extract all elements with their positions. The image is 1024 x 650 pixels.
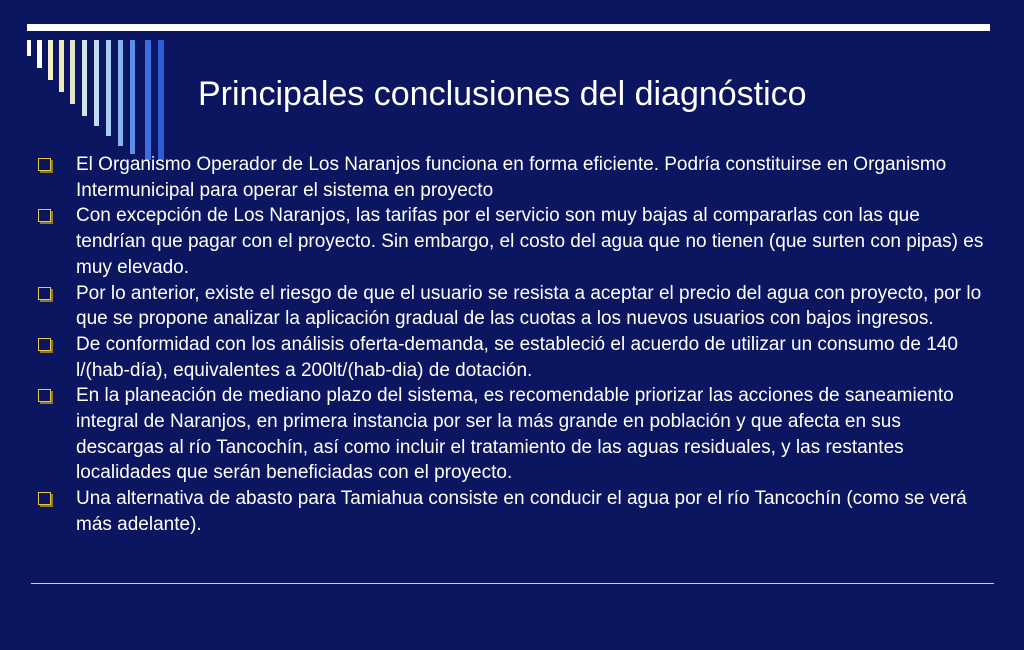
checkbox-bullet-icon [38,338,51,351]
stripe [106,40,111,136]
stripe [130,40,135,154]
stripe [27,40,31,56]
list-item-text: Por lo anterior, existe el riesgo de que el usuario se resista a aceptar el precio del agua con proyecto, por lo que se propone analizar la aplicación gradual de las cuotas a los nuevos usuarios con bajos ingresos. [76,282,982,330]
decorative-stripes [0,0,200,170]
stripe [37,40,42,68]
list-item-text: Con excepción de Los Naranjos, las tarifas por el servicio son muy bajas al compararlas con las que tendrían que pagar con el proyecto. Sin embargo, el costo del agua que no tienen (que surten con pipas) es muy elevado. [76,205,984,278]
list-item [35,203,985,280]
slide-title: Principales conclusiones del diagnóstico [198,75,807,113]
checkbox-bullet-icon [38,209,51,222]
list-item [35,281,985,332]
stripe [145,40,151,160]
stripe [82,40,87,116]
checkbox-bullet-icon [38,158,51,171]
list-item [35,152,985,203]
stripe [118,40,123,146]
list-item-text: En la planeación de mediano plazo del sistema, es recomendable priorizar las acciones de saneamiento integral de Naranjos, en primera instancia por ser la más grande en población y que afecta en sus descargas al río Tancochín, así como incluir el tratamiento de las aguas residuales, y las restantes localidades que serán beneficiadas con el proyecto. [76,385,954,484]
bullet-list [35,152,985,538]
checkbox-bullet-icon [38,287,51,300]
checkbox-bullet-icon [38,492,51,505]
list-item-text: El Organismo Operador de Los Naranjos funciona en forma eficiente. Podría constituirse en Organismo Intermunicipal para operar el sistema en proyecto [76,154,947,201]
list-item [35,383,985,486]
stripe [59,40,64,92]
stripe [158,40,164,160]
checkbox-bullet-icon [38,389,51,402]
list-item [35,486,985,537]
stripe [94,40,99,126]
list-item [35,332,985,383]
stripe [70,40,75,104]
stripe [48,40,53,80]
list-item-text: De conformidad con los análisis oferta-demanda, se estableció el acuerdo de utilizar un consumo de 140 l/(hab-día), equivalentes a 200lt/(hab-dia) de dotación. [76,333,958,381]
list-item-text: Una alternativa de abasto para Tamiahua consiste en conducir el agua por el río Tancochín (como se verá más adelante). [76,488,967,535]
bottom-rule [31,583,994,584]
